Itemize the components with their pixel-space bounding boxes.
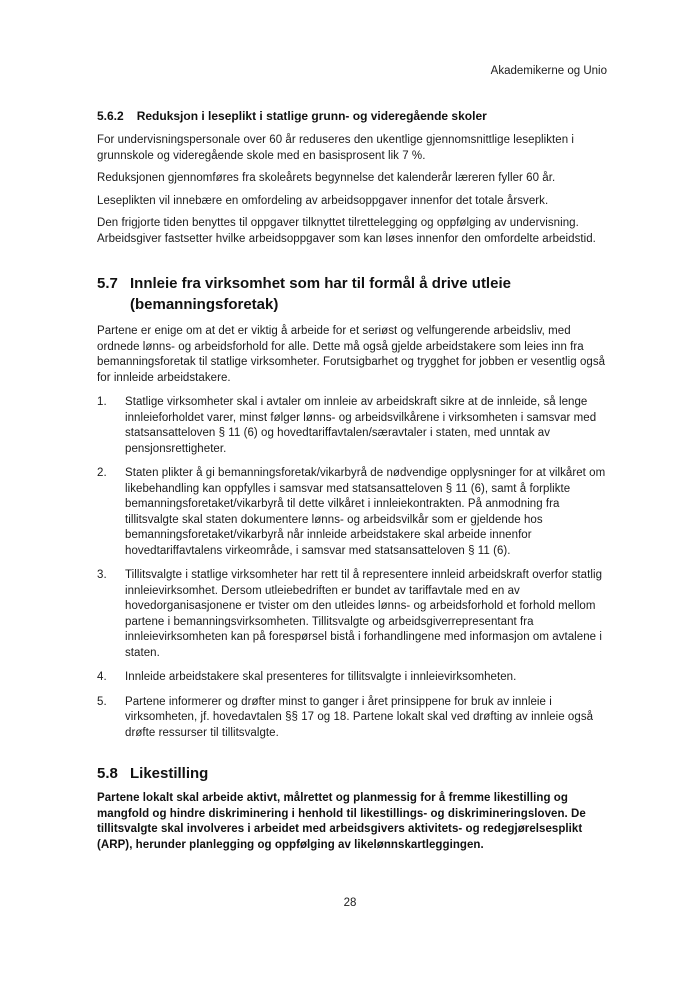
section-5-8-heading (97, 763, 607, 784)
page-number: 28 (343, 897, 357, 909)
page-footer (0, 896, 700, 911)
section-5-7-title-line1: Innleie fra virksomhet som har til formål å drive utleie (130, 275, 511, 292)
list-item-number: 2. (97, 467, 107, 479)
section-5-8-number: 5.8 (97, 765, 118, 782)
page-header (97, 64, 607, 78)
list-item (97, 395, 607, 457)
list-item (97, 466, 607, 559)
paragraph: For undervisningspersonale over 60 år reduseres den ukentlige gjennomsnittlige leseplikten i grunnskole og videregående skole med en basisprosent lik 7 %. (97, 134, 575, 162)
list-item (97, 670, 607, 686)
section-5-8-title: Likestilling (130, 765, 209, 782)
list-item-text: Partene informerer og drøfter minst to ganger i året prinsippene for bruk av innleie i virksomheten, jf. hovedavtalen §§ 17 og 18. Partene lokalt skal ved drøfting av innleie også drøfte ressurser til tillitsvalgte. (125, 695, 594, 739)
section-5-6-2-title: Reduksjon i leseplikt i statlige grunn- og videregående skoler (136, 109, 487, 123)
paragraph-bold: Partene lokalt skal arbeide aktivt, målrettet og planmessig for å fremme likestilling og mangfold og hindre diskriminering i henhold til likestillings- og diskrimineringsloven. De tillitsvalgte skal involveres i arbeidet med arbeidsgivers aktivitets- og redegjørelsesplikt (ARP), herunder planlegging og oppfølging av likelønnskartleggingen. (97, 792, 586, 851)
numbered-list (97, 395, 607, 741)
paragraph: Den frigjorte tiden benyttes til oppgaver tilknyttet tilrettelegging og oppfølging av undervisning. Arbeidsgiver fastsetter hvilke arbeidsoppgaver som kan løses innenfor den omfordelte arbeidstid. (97, 217, 596, 245)
section-5-7-title (130, 273, 607, 315)
document-content (97, 108, 607, 853)
list-item-number: 3. (97, 569, 107, 581)
list-item-text: Staten plikter å gi bemanningsforetak/vikarbyrå de nødvendige opplysninger for at vilkåret om likebehandling kan oppfylles i samsvar med statsansatteloven § 11 (6), samt å forplikte bemanningsforetaket/vikarbyrå til dette vilkåret i innleiekontrakten. På anmodning fra tillitsvalgte skal staten dokumentere lønns- og arbeidsvilkår som er gjeldende hos bemanningsforetaket/vikarbyrå når innleide arbeidstakere skal arbeide innenfor hovedtariffavtalens virkeområde, i samsvar med statsansatteloven § 11 (6). (125, 467, 606, 557)
list-item (97, 568, 607, 661)
paragraph: Reduksjonen gjennomføres fra skoleårets begynnelse det kalenderår læreren fyller 60 år. (97, 172, 556, 184)
paragraph: Leseplikten vil innebære en omfordeling av arbeidsoppgaver innenfor det totale årsverk. (97, 194, 549, 207)
section-5-6-2-heading (97, 108, 607, 124)
section-5-6-2-number: 5.6.2 (97, 109, 124, 123)
list-item (97, 695, 607, 742)
header-right-text: Akademikerne og Unio (490, 65, 607, 77)
list-item-text: Tillitsvalgte i statlige virksomheter har rett til å representere innleid arbeidskraft overfor statlig innleievirksomhet. Dersom utleiebedriften er bundet av tariffavtale med en av hovedorganisasjonene er tvister om den utleides lønns- og arbeidsforhold et forhold mellom partene i bemanningsvirksomheten. Tillitsvalgte og arbeidsgiverrepresentant fra innleievirksomheten kan på forespørsel bistå i forhandlingene med informasjon om avtalene i staten. (125, 569, 603, 659)
list-item-text: Statlige virksomheter skal i avtaler om innleie av arbeidskraft sikre at de innleide, så lenge innleieforholdet varer, minst følger lønns- og arbeidsvilkårene i virksomheten i samsvar med statsansatteloven § 11 (6) og hovedtariffavtalen/særavtaler i staten, med unntak av pensjonsrettigheter. (125, 396, 597, 455)
list-item-text: Innleide arbeidstakere skal presenteres for tillitsvalgte i innleievirksomheten. (125, 671, 517, 683)
section-5-7-heading (97, 273, 607, 315)
paragraph: Partene er enige om at det er viktig å arbeide for et seriøst og velfungerende arbeidsliv, med ordnede lønns- og arbeidsforhold for alle. Dette må også gjelde arbeidstakere som leies inn fra bemanningsforetak til statlige virksomheter. Forutsigbarhet og trygghet for jobben er vesentlig også for innleide arbeidstakere. (97, 325, 606, 384)
section-5-7-title-line2: (bemanningsforetak) (130, 296, 279, 313)
list-item-number: 1. (97, 396, 107, 408)
list-item-number: 5. (97, 695, 107, 708)
section-5-7-number: 5.7 (97, 275, 118, 292)
list-item-number: 4. (97, 671, 107, 683)
